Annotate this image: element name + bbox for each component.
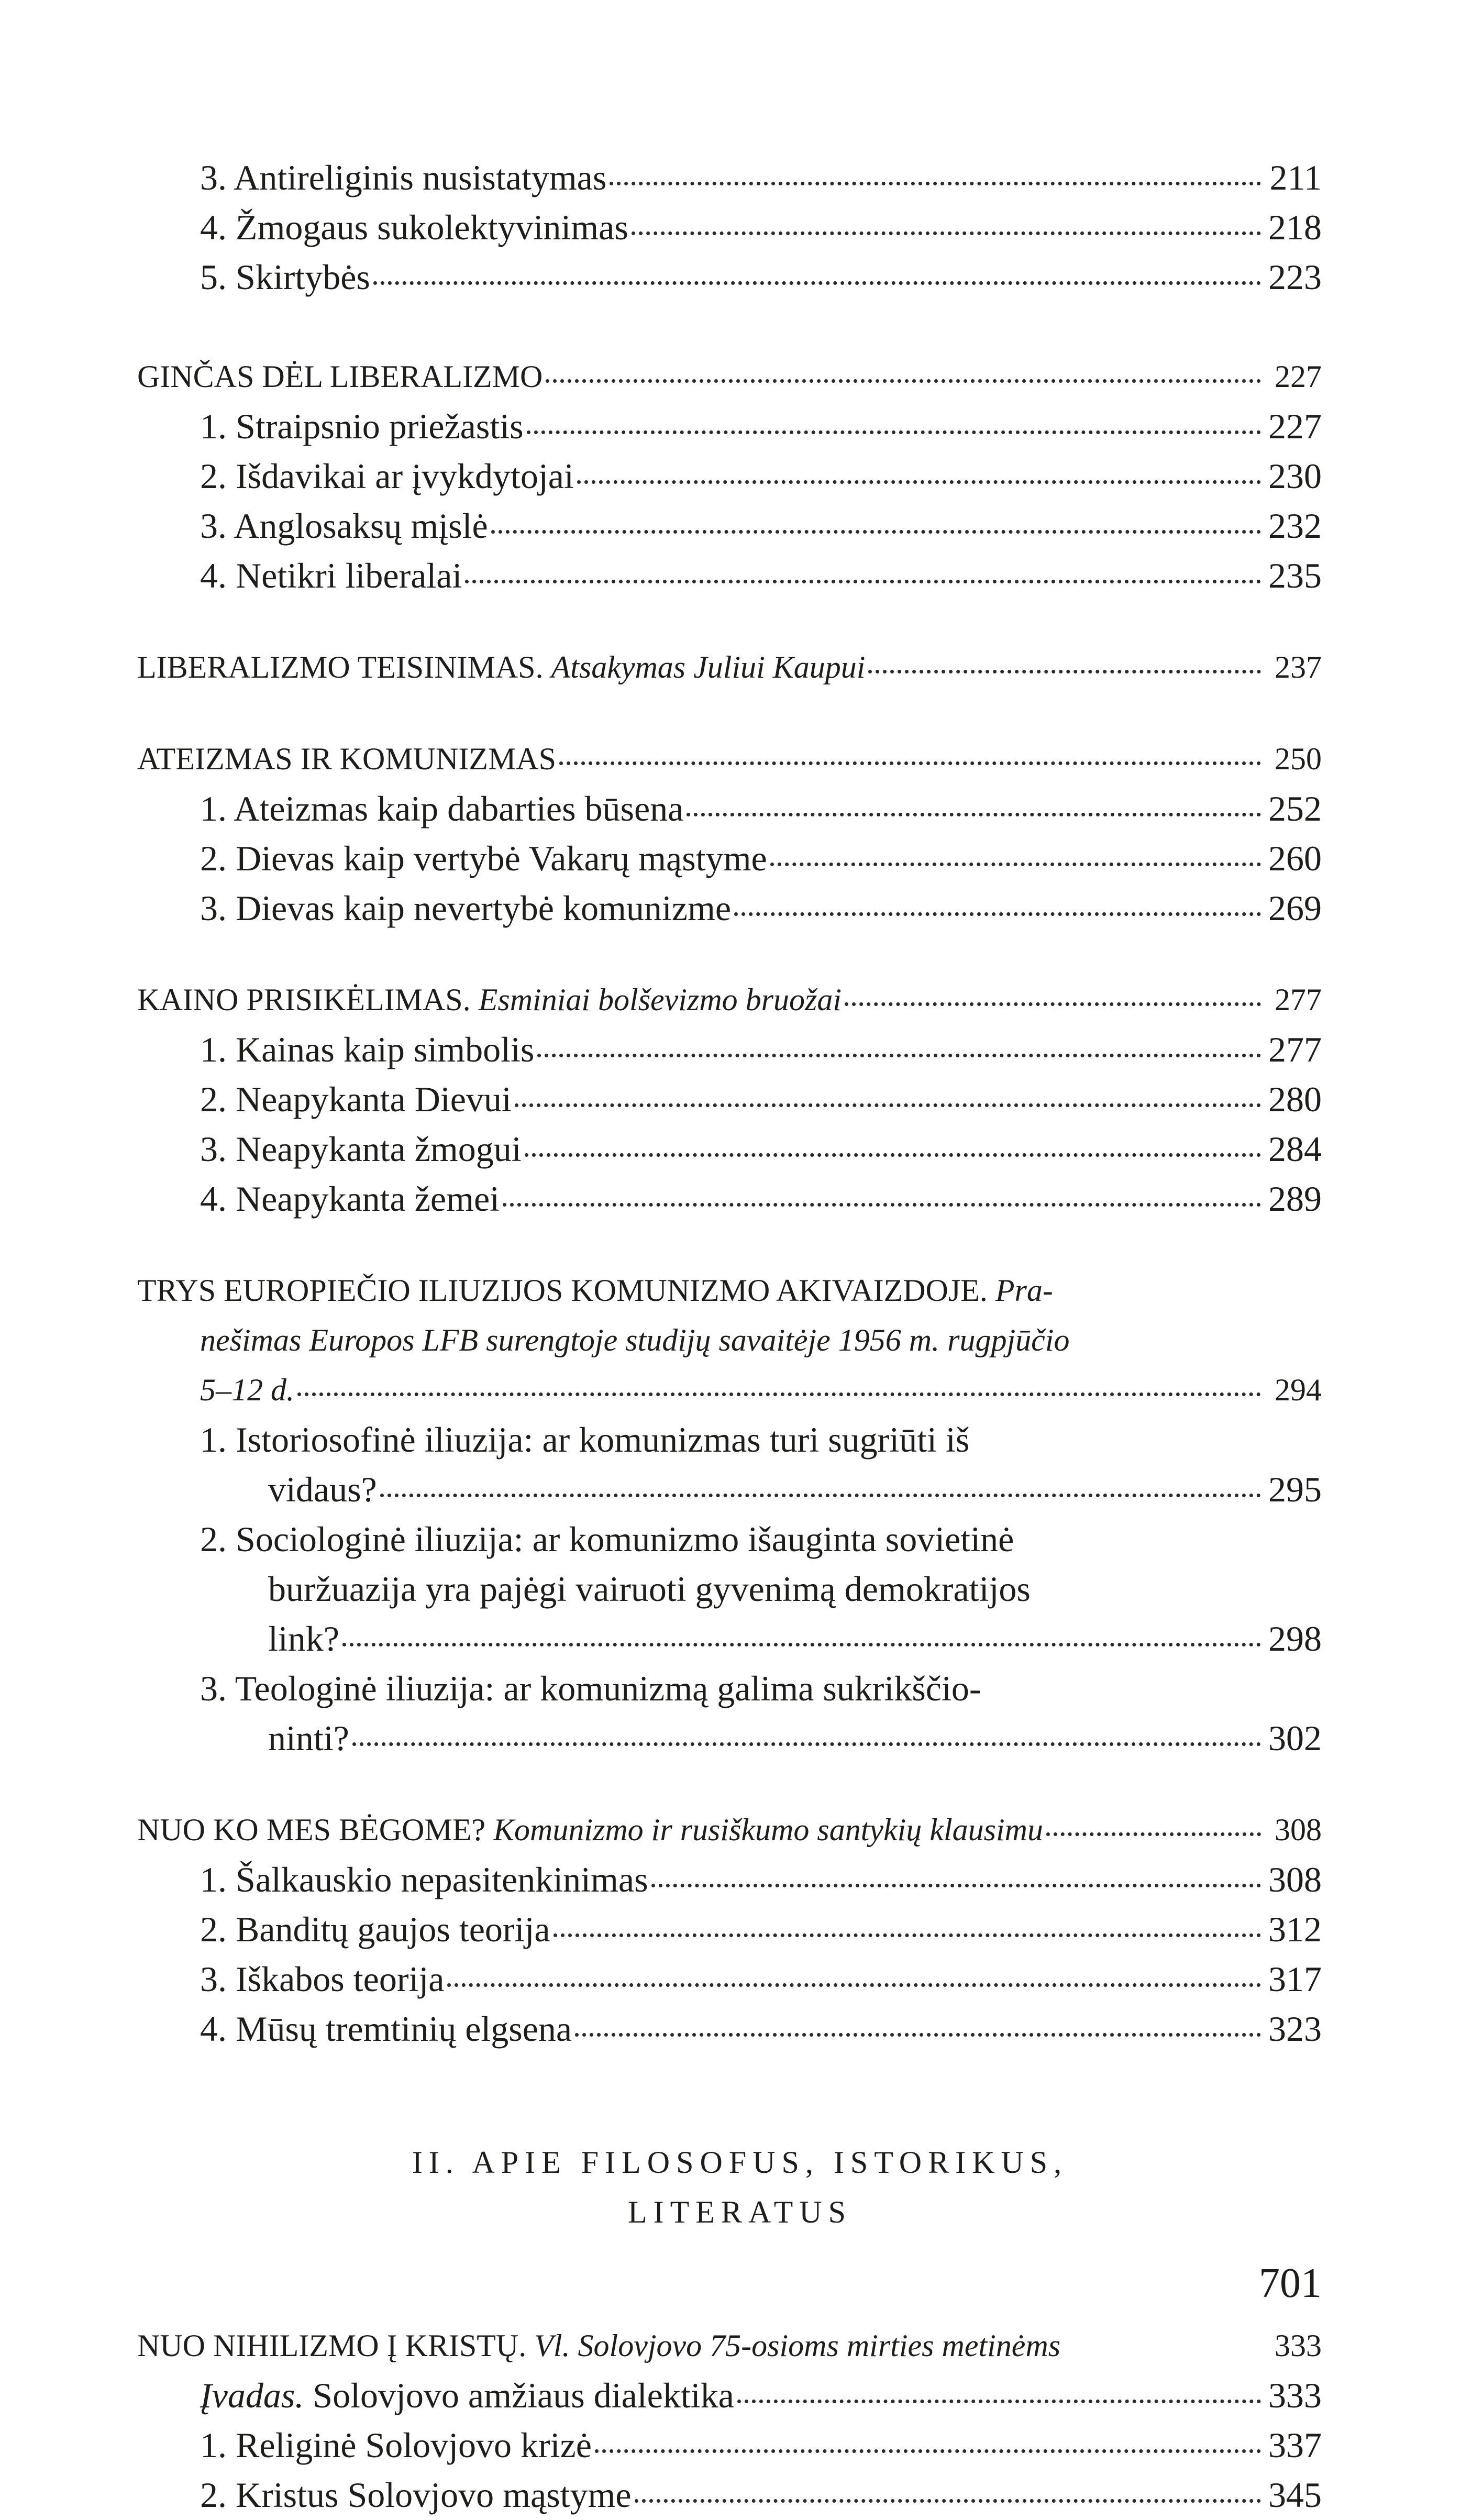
toc-entry-page: 223 xyxy=(1268,257,1322,297)
toc-entry[interactable] xyxy=(137,1905,1322,1954)
toc-entry-line[interactable] xyxy=(137,1714,1322,1763)
toc-entry-title: 4. Žmogaus sukolektyvinimas xyxy=(200,207,628,247)
toc-chapter[interactable] xyxy=(137,734,1322,784)
toc-entry-title: 2. Kristus Solovjovo mąstyme xyxy=(200,2475,632,2515)
toc-entry[interactable] xyxy=(137,451,1322,501)
toc-entry[interactable] xyxy=(137,1855,1322,1905)
toc-entry-page: 295 xyxy=(1268,1469,1322,1509)
toc-entry-page: 323 xyxy=(1268,2009,1322,2049)
toc-entry-title: 2. Išdavikai ar įvykdytojai xyxy=(200,456,574,496)
dot-leader xyxy=(651,1884,1261,1887)
toc-chapter-page: 227 xyxy=(1275,359,1322,394)
toc-entry-page: 333 xyxy=(1268,2375,1322,2415)
toc-entry[interactable] xyxy=(137,1025,1322,1075)
dot-leader xyxy=(868,670,1261,673)
toc-entry[interactable] xyxy=(137,834,1322,883)
toc-entry-page: 280 xyxy=(1268,1079,1322,1119)
toc-chapter-page: 277 xyxy=(1275,982,1322,1017)
dot-leader xyxy=(503,1203,1261,1207)
toc-entry[interactable] xyxy=(137,2420,1322,2470)
toc-entry[interactable] xyxy=(137,2004,1322,2054)
toc-entry[interactable] xyxy=(137,1174,1322,1224)
chapter-name: LIBERALIZMO TEISINIMAS. xyxy=(137,650,544,684)
dot-leader xyxy=(595,2449,1261,2453)
dot-leader xyxy=(737,2400,1261,2403)
toc-entry-title: 4. Mūsų tremtinių elgsena xyxy=(200,2009,572,2049)
toc-entry-page: 302 xyxy=(1268,1718,1322,1758)
toc-entry-page: 345 xyxy=(1268,2475,1322,2515)
chapter-subtitle: Pra- xyxy=(995,1273,1053,1308)
toc-entry-page: 289 xyxy=(1268,1179,1322,1219)
dot-leader xyxy=(373,281,1261,285)
toc-entry-page: 269 xyxy=(1268,888,1322,928)
toc-chapter-page: 250 xyxy=(1275,742,1322,776)
toc-chapter-title: GINČAS DĖL LIBERALIZMO xyxy=(137,359,543,394)
chapter-name: TRYS EUROPIEČIO ILIUZIJOS KOMUNIZMO AKIVAIZDOJE. xyxy=(137,1273,988,1308)
toc-entry[interactable] xyxy=(137,1954,1322,2004)
toc-entry[interactable] xyxy=(137,883,1322,933)
table-of-contents xyxy=(137,153,1322,2520)
toc-chapter-line xyxy=(137,1316,1322,1365)
toc-entry-title: 3. Antireliginis nusistatymas xyxy=(200,158,607,197)
toc-entry-title: 3. Dievas kaip nevertybė komunizme xyxy=(200,888,732,928)
dot-leader xyxy=(687,813,1261,816)
chapter-name: NUO NIHILIZMO Į KRISTŲ. xyxy=(137,2328,527,2363)
toc-chapter-page: 237 xyxy=(1275,650,1322,684)
toc-entry[interactable] xyxy=(137,551,1322,601)
toc-chapter[interactable] xyxy=(137,643,1322,692)
toc-entry[interactable] xyxy=(137,501,1322,551)
toc-entry-title: 1. Šalkauskio nepasitenkinimas xyxy=(200,1860,648,1899)
dot-leader xyxy=(297,1392,1261,1396)
dot-leader xyxy=(554,1933,1261,1937)
chapter-name: KAINO PRISIKĖLIMAS. xyxy=(137,982,471,1017)
dot-leader xyxy=(559,761,1261,765)
dot-leader xyxy=(770,863,1261,866)
dot-leader xyxy=(632,231,1261,235)
toc-entry-page: 284 xyxy=(1268,1129,1322,1169)
toc-entry-title: link? xyxy=(268,1619,339,1659)
toc-entry[interactable] xyxy=(137,784,1322,834)
toc-entry-page: 312 xyxy=(1268,1909,1322,1949)
part-heading xyxy=(137,2138,1322,2237)
toc-chapter-title xyxy=(137,975,842,1025)
toc-chapter[interactable] xyxy=(137,2321,1322,2371)
toc-entry-page: 232 xyxy=(1268,506,1322,546)
entry-prefix: Įvadas. xyxy=(200,2375,304,2415)
entry-name: Solovjovo amžiaus dialektika xyxy=(313,2375,734,2415)
toc-entry[interactable] xyxy=(137,2470,1322,2520)
dot-leader xyxy=(845,1002,1261,1006)
toc-entry-title: 1. Straipsnio priežastis xyxy=(200,406,524,446)
toc-entry[interactable] xyxy=(137,1075,1322,1124)
dot-leader xyxy=(575,2033,1261,2037)
dot-leader xyxy=(491,530,1261,534)
dot-leader xyxy=(635,2499,1261,2503)
toc-entry-title xyxy=(200,2371,734,2420)
toc-entry-title: 2. Neapykanta Dievui xyxy=(200,1079,512,1119)
toc-entry-line[interactable] xyxy=(137,1465,1322,1515)
toc-chapter-line[interactable] xyxy=(137,1365,1322,1415)
toc-entry-line[interactable] xyxy=(137,1564,1322,1614)
chapter-subtitle: nešimas Europos LFB surengtoje studijų savaitėje 1956 m. rugpjūčio xyxy=(200,1323,1070,1357)
toc-entry-title: 4. Neapykanta žemei xyxy=(200,1179,500,1219)
toc-entry-title: 3. Iškabos teorija xyxy=(200,1959,445,1999)
toc-entry-line[interactable] xyxy=(137,1614,1322,1664)
toc-entry-title: 1. Istoriosofinė iliuzija: ar komunizmas turi sugriūti iš xyxy=(200,1420,970,1460)
toc-entry[interactable] xyxy=(137,153,1322,203)
toc-entry-line[interactable] xyxy=(137,1664,1322,1714)
part-heading-line: II. APIE FILOSOFUS, ISTORIKUS, xyxy=(412,2145,1068,2180)
toc-entry-page: 317 xyxy=(1268,1959,1322,1999)
toc-entry-line[interactable] xyxy=(137,1415,1322,1465)
toc-chapter[interactable] xyxy=(137,975,1322,1025)
toc-entry-page: 252 xyxy=(1268,789,1322,828)
dot-leader xyxy=(465,580,1261,583)
toc-entry-page: 235 xyxy=(1268,556,1322,595)
chapter-subtitle: Vl. Solovjovo 75-osioms mirties metinėms xyxy=(534,2328,1061,2363)
toc-entry-page: 298 xyxy=(1268,1619,1322,1659)
toc-entry-title: 2. Banditų gaujos teorija xyxy=(200,1909,550,1949)
toc-entry-title: buržuazija yra pajėgi vairuoti gyvenimą demokratijos xyxy=(268,1569,1031,1609)
dot-leader xyxy=(342,1643,1261,1646)
toc-entry-title: 1. Religinė Solovjovo krizė xyxy=(200,2425,592,2465)
chapter-subtitle: 5–12 d. xyxy=(200,1373,294,1407)
toc-entry-title: vidaus? xyxy=(268,1469,377,1509)
toc-entry-title: 2. Sociologinė iliuzija: ar komunizmo išauginta sovietinė xyxy=(200,1519,1014,1559)
dot-leader xyxy=(577,480,1261,484)
dot-leader xyxy=(734,912,1261,916)
toc-entry[interactable] xyxy=(137,252,1322,302)
toc-entry-page: 211 xyxy=(1269,158,1322,197)
toc-entry-page: 227 xyxy=(1268,406,1322,446)
toc-entry-title: 3. Anglosaksų mįslė xyxy=(200,506,488,546)
toc-chapter-title xyxy=(137,1266,1053,1316)
toc-entry-page: 308 xyxy=(1268,1860,1322,1899)
toc-entry[interactable] xyxy=(137,2371,1322,2420)
toc-chapter-title: ATEIZMAS IR KOMUNIZMAS xyxy=(137,742,557,776)
toc-chapter-title xyxy=(137,643,865,692)
toc-entry-title: 2. Dievas kaip vertybė Vakarų mąstyme xyxy=(200,838,767,878)
dot-leader xyxy=(1046,1832,1261,1836)
toc-entry-page: 230 xyxy=(1268,456,1322,496)
toc-entry-title: 3. Teologinė iliuzija: ar komunizmą galima sukrikščio- xyxy=(200,1668,981,1708)
toc-chapter-page: 308 xyxy=(1275,1812,1322,1847)
toc-chapter-page: 294 xyxy=(1275,1373,1322,1407)
toc-entry[interactable] xyxy=(137,1124,1322,1174)
toc-chapter-page: 333 xyxy=(1275,2328,1322,2363)
chapter-name: NUO KO MES BĖGOME? xyxy=(137,1812,485,1847)
dot-leader xyxy=(380,1494,1261,1497)
part-heading-line: LITERATUS xyxy=(628,2195,852,2229)
toc-chapter-title xyxy=(137,2321,1060,2371)
chapter-subtitle: Esminiai bolševizmo bruožai xyxy=(478,982,842,1017)
dot-leader xyxy=(527,430,1261,434)
toc-entry-page: 337 xyxy=(1268,2425,1322,2465)
toc-entry[interactable] xyxy=(137,402,1322,451)
toc-entry-title: 5. Skirtybės xyxy=(200,257,370,297)
toc-entry-title: 3. Neapykanta žmogui xyxy=(200,1129,522,1169)
dot-leader xyxy=(447,1983,1261,1987)
toc-entry-title: 1. Ateizmas kaip dabarties būsena xyxy=(200,789,684,828)
dot-leader xyxy=(546,379,1261,383)
chapter-subtitle: Atsakymas Juliui Kaupui xyxy=(551,650,866,684)
toc-chapter-title xyxy=(137,1805,1043,1855)
dot-leader xyxy=(515,1103,1261,1107)
toc-entry-line[interactable] xyxy=(137,1515,1322,1564)
dot-leader xyxy=(352,1742,1261,1746)
toc-entry-title: 1. Kainas kaip simbolis xyxy=(200,1030,535,1069)
toc-chapter[interactable] xyxy=(137,1805,1322,1855)
dot-leader xyxy=(537,1054,1261,1057)
toc-chapter-line[interactable] xyxy=(137,1266,1322,1316)
toc-entry-title: ninti? xyxy=(268,1718,349,1758)
toc-entry[interactable] xyxy=(137,203,1322,252)
toc-entry-page: 277 xyxy=(1268,1030,1322,1069)
page-number: 701 xyxy=(1259,2260,1322,2306)
toc-entry-page: 260 xyxy=(1268,838,1322,878)
toc-chapter[interactable] xyxy=(137,352,1322,402)
dot-leader xyxy=(610,182,1261,185)
toc-entry-title: 4. Netikri liberalai xyxy=(200,556,462,595)
chapter-subtitle: Komunizmo ir rusiškumo santykių klausimu xyxy=(493,1812,1043,1847)
dot-leader xyxy=(525,1153,1261,1157)
toc-entry-page: 218 xyxy=(1268,207,1322,247)
